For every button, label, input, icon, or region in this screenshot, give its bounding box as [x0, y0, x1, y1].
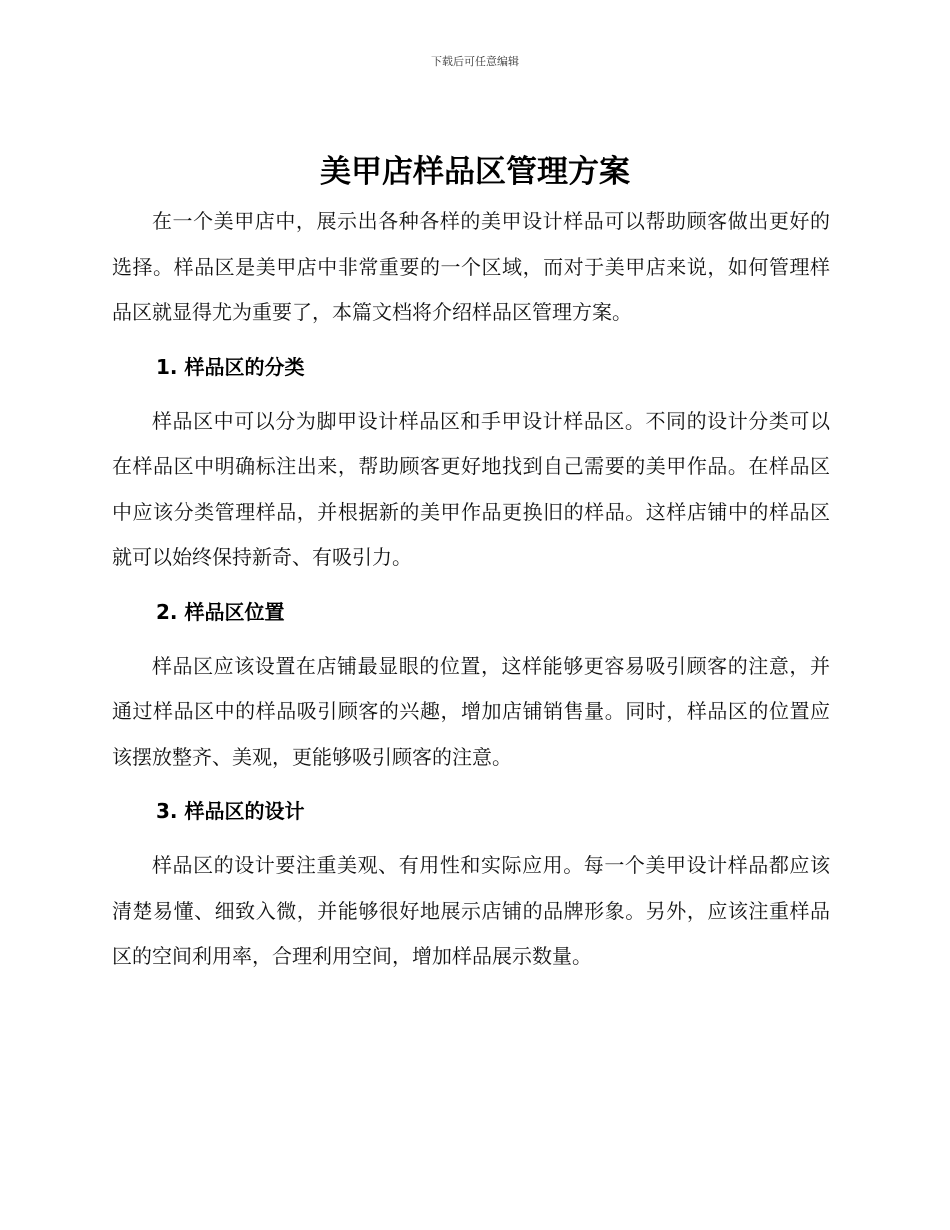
section-body-design: 样品区的设计要注重美观、有用性和实际应用。每一个美甲设计样品都应该清楚易懂、细致入微，并能够很好地展示店铺的品牌形象。另外，应该注重样品区的空间利用率，合理利用空间，增加样品展示数量。	[112, 853, 830, 968]
page-header-note: 下载后可任意编辑	[431, 55, 519, 68]
section-body-location: 样品区应该设置在店铺最显眼的位置，这样能够更容易吸引顾客的注意，并通过样品区中的样品吸引顾客的兴趣，增加店铺销售量。同时，样品区的位置应该摆放整齐、美观，更能够吸引顾客的注意。	[112, 653, 830, 769]
document-body	[112, 199, 830, 980]
section-body-classification: 样品区中可以分为脚甲设计样品区和手甲设计样品区。不同的设计分类可以在样品区中明确标注出来，帮助顾客更好地找到自己需要的美甲作品。在样品区中应该分类管理样品，并根据新的美甲作品更换旧的样品。这样店铺中的样品区就可以始终保持新奇、有吸引力。	[112, 408, 830, 569]
section-heading-design: 3. 样品区的设计	[156, 799, 305, 823]
intro-paragraph: 在一个美甲店中，展示出各种各样的美甲设计样品可以帮助顾客做出更好的选择。样品区是美甲店中非常重要的一个区域，而对于美甲店来说，如何管理样品区就显得尤为重要了，本篇文档将介绍样品区管理方案。	[112, 209, 830, 324]
section-heading-location: 2. 样品区位置	[156, 599, 285, 624]
section-heading-classification: 1. 样品区的分类	[156, 354, 305, 379]
document-title: 美甲店样品区管理方案	[320, 154, 630, 190]
